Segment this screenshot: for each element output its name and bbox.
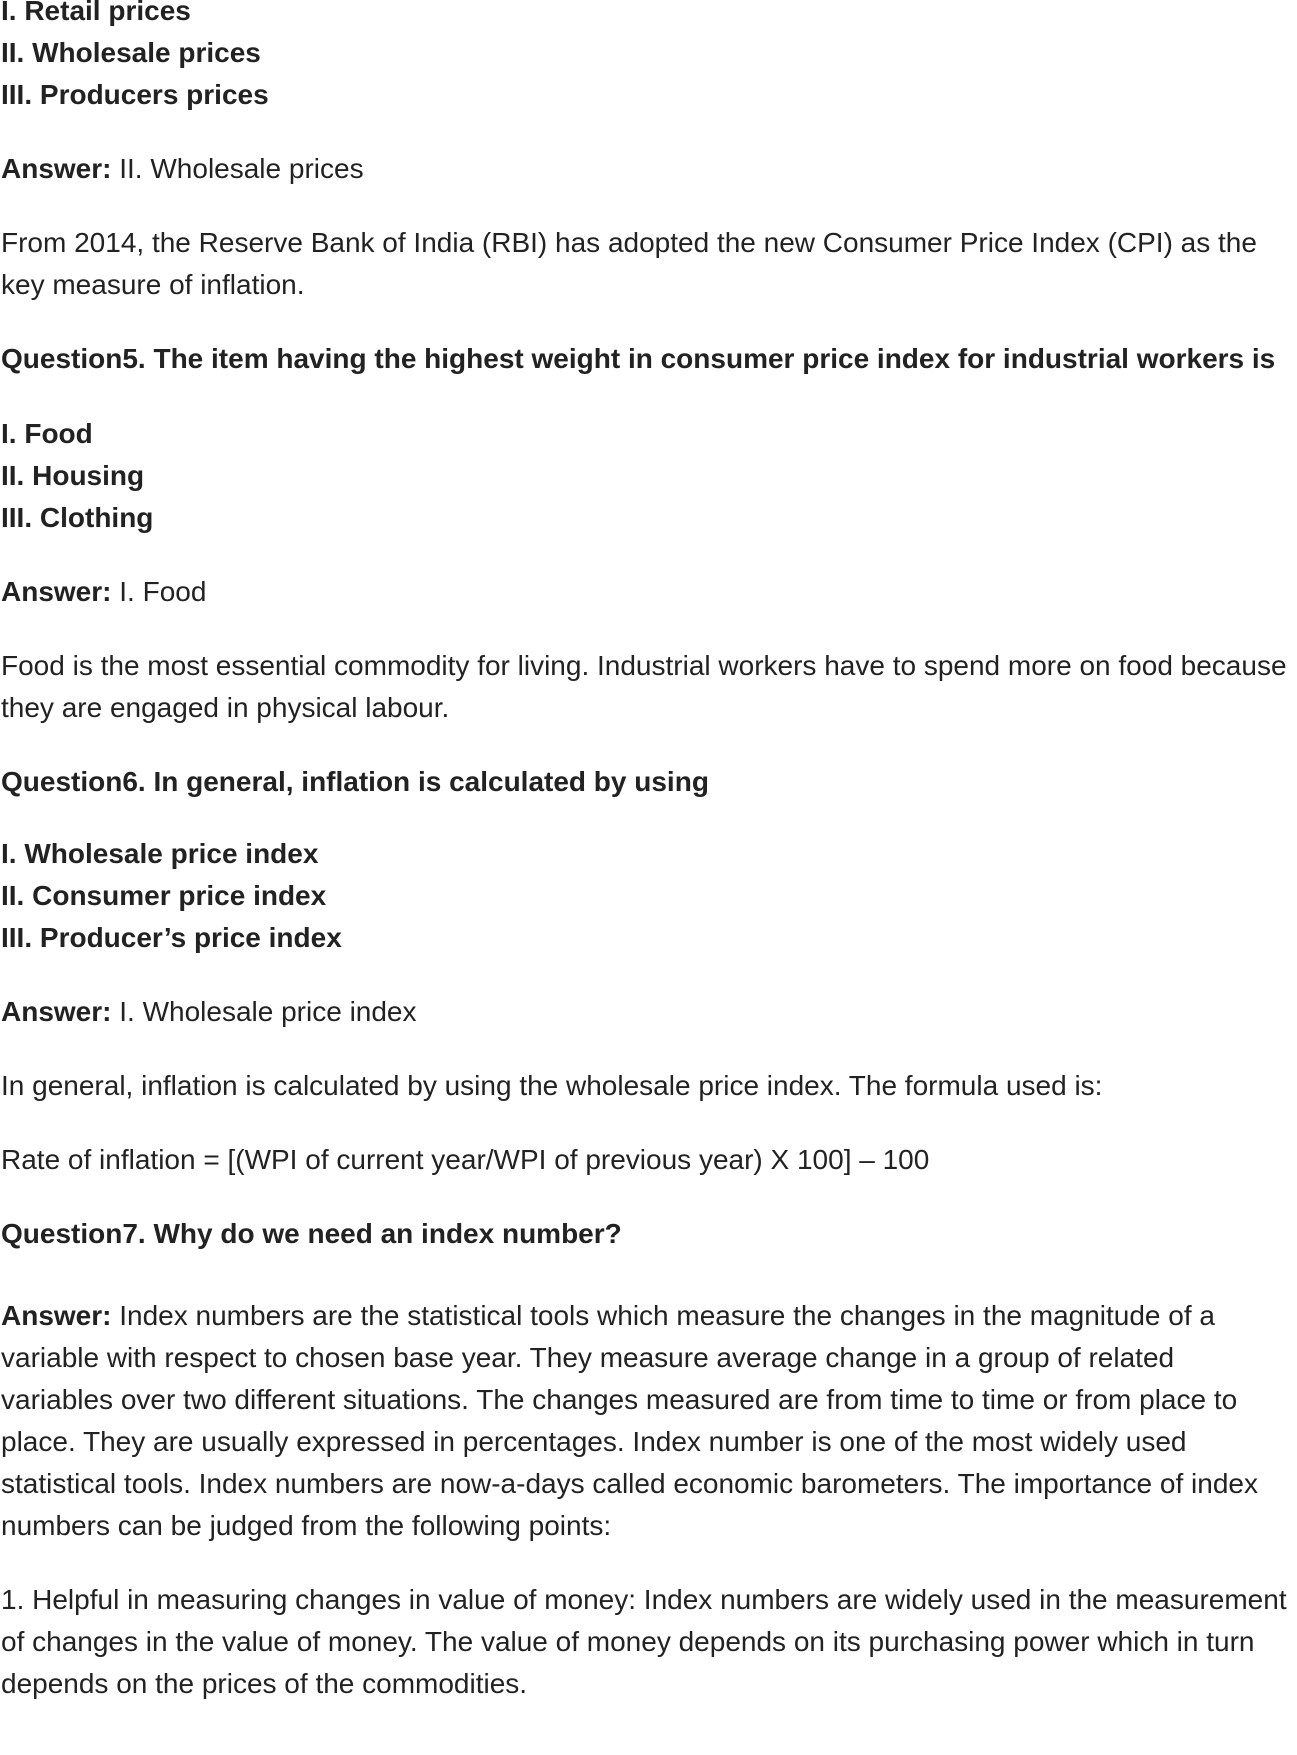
q5-question: Question5. The item having the highest weight in consumer price index for industrial workers is — [1, 343, 1276, 374]
q6-question: Question6. In general, inflation is calculated by using — [1, 766, 709, 797]
q4-answer — [1, 148, 1293, 190]
q7-answer-label: Answer: — [1, 1300, 112, 1331]
q4-option-3: III. Producers prices — [1, 79, 269, 110]
q6-formula: Rate of inflation = [(WPI of current year/WPI of previous year) X 100] – 100 — [1, 1144, 930, 1175]
q5-option-3: III. Clothing — [1, 502, 154, 533]
q5-answer-text: I. Food — [111, 576, 207, 607]
q6-option-3: III. Producer’s price index — [1, 922, 342, 953]
q5-option-1: I. Food — [1, 418, 93, 449]
q4-option-2: II. Wholesale prices — [1, 37, 261, 68]
q6-answer — [1, 991, 1293, 1033]
q7-answer-text: Index numbers are the statistical tools which measure the changes in the magnitude of a variable with respect to chosen base year. They measure average change in a group of related variables over two different situations. The changes measured are from time to time or from place to place. They are usually expressed in percentages. Index number is one of the most widely used statistical tools. Index numbers are now-a-days called economic barometers. The importance of index numbers can be judged from the following points: — [1, 1300, 1258, 1541]
document-page — [1, 0, 1293, 1705]
q6-answer-text: I. Wholesale price index — [111, 996, 417, 1027]
q7-question: Question7. Why do we need an index number? — [1, 1218, 622, 1249]
q6-option-2: II. Consumer price index — [1, 880, 327, 911]
q4-answer-text: II. Wholesale prices — [111, 153, 364, 184]
q5-answer-label: Answer: — [1, 576, 112, 607]
q5-answer — [1, 571, 1293, 613]
q4-explanation: From 2014, the Reserve Bank of India (RBI) has adopted the new Consumer Price Index (CPI) as the key measure of inflation. — [1, 227, 1257, 300]
q7-answer — [1, 1295, 1293, 1547]
q5-options — [1, 413, 1293, 539]
q6-option-1: I. Wholesale price index — [1, 838, 319, 869]
q6-answer-label: Answer: — [1, 996, 112, 1027]
q4-options — [1, 0, 1293, 116]
q6-explanation: In general, inflation is calculated by using the wholesale price index. The formula used is: — [1, 1070, 1103, 1101]
q4-option-1: I. Retail prices — [1, 0, 191, 26]
q7-point-1: 1. Helpful in measuring changes in value of money: Index numbers are widely used in the measurement of changes in the value of money. The value of money depends on its purchasing power which in turn depends on the prices of the commodities. — [1, 1584, 1287, 1699]
q5-explanation: Food is the most essential commodity for living. Industrial workers have to spend more on food because they are engaged in physical labour. — [1, 650, 1287, 723]
q5-option-2: II. Housing — [1, 460, 145, 491]
q6-options — [1, 833, 1293, 959]
q4-answer-label: Answer: — [1, 153, 112, 184]
